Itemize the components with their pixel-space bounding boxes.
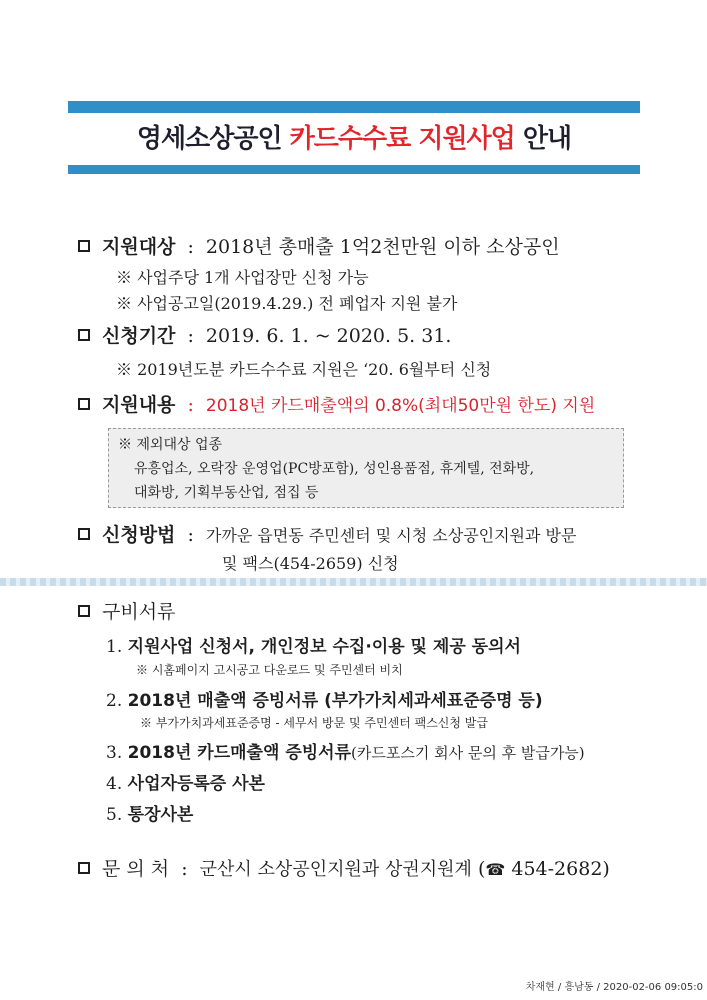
title-part-2: 카드수수료 — [289, 124, 411, 154]
method-line-2: 및 팩스(454-2659) 신청 — [222, 554, 399, 573]
title-part-4: 안내 — [522, 124, 572, 154]
contact-phone: 454-2682) — [511, 858, 610, 880]
period-label: 신청기간 — [102, 325, 176, 347]
contact-value: 군산시 소상공인지원과 상권지원계 — [199, 859, 472, 880]
checkbox-icon — [78, 605, 90, 617]
document-item-1 — [106, 632, 521, 657]
item-num: 4. — [106, 774, 123, 794]
item-num: 3. — [106, 743, 123, 763]
method-label: 신청방법 — [102, 524, 176, 546]
document-item-2-note: ※ 부가가치과세표준증명 - 세무서 방문 및 주민센터 팩스신청 발급 — [140, 716, 488, 730]
target-value: 2018년 총매출 1억2천만원 이하 소상공인 — [205, 236, 560, 258]
section-content — [78, 390, 595, 417]
exclusion-line-2: 대화방, 기획부동산업, 점집 등 — [134, 485, 319, 501]
print-footer: 차재현 / 흥남동 / 2020-02-06 09:05:0 — [525, 982, 703, 993]
period-value: 2019. 6. 1. ~ 2020. 5. 31. — [205, 325, 452, 347]
period-sep: : — [187, 325, 194, 347]
title-part-1: 영세소상공인 — [136, 124, 282, 154]
exclusion-heading: ※ 제외대상 업종 — [118, 437, 223, 453]
item-num: 5. — [106, 805, 123, 825]
documents-label: 구비서류 — [102, 601, 176, 623]
title-bottom-bar — [68, 165, 640, 174]
section-period — [78, 321, 451, 348]
title-part-3: 지원사업 — [418, 124, 515, 154]
checkbox-icon — [78, 398, 90, 410]
telephone-icon: ☎ — [485, 860, 506, 879]
item-text: 사업자등록증 사본 — [127, 774, 265, 794]
target-label: 지원대상 — [102, 236, 176, 258]
contact-paren-open: ( — [477, 858, 486, 880]
section-target — [78, 232, 560, 259]
page-title — [68, 117, 640, 161]
item-text-suffix: (카드포스기 회사 문의 후 발급가능) — [351, 744, 585, 762]
contact-sep: : — [181, 858, 188, 880]
item-text: 2018년 매출액 증빙서류 (부가가치세과세표준증명 등) — [127, 691, 543, 711]
document-item-2 — [106, 686, 543, 711]
document-item-1-note: ※ 시홈페이지 고시공고 다운로드 및 주민센터 비치 — [136, 663, 403, 677]
content-label: 지원내용 — [102, 394, 176, 416]
item-text: 지원사업 신청서, 개인정보 수집·이용 및 제공 동의서 — [127, 637, 521, 657]
target-note-2: ※ 사업공고일(2019.4.29.) 전 폐업자 지원 불가 — [116, 294, 458, 313]
document-item-5 — [106, 800, 193, 825]
section-method — [78, 520, 576, 547]
content-sep: : — [187, 394, 194, 416]
content-value: 2018년 카드매출액의 0.8%(최대50만원 한도) 지원 — [205, 396, 596, 416]
exclusion-line-1: 유흥업소, 오락장 운영업(PC방포함), 성인용품점, 휴게텔, 전화방, — [134, 461, 535, 477]
checkbox-icon — [78, 240, 90, 252]
contact-label: 문 의 처 — [102, 858, 170, 880]
title-top-bar — [68, 101, 640, 113]
item-text: 통장사본 — [127, 805, 194, 825]
checkbox-icon — [78, 862, 90, 874]
target-sep: : — [187, 236, 194, 258]
section-contact — [78, 854, 610, 881]
document-item-3 — [106, 738, 585, 763]
method-line-1: 가까운 읍면동 주민센터 및 시청 소상공인지원과 방문 — [205, 526, 577, 545]
checkbox-icon — [78, 329, 90, 341]
item-num: 2. — [106, 691, 123, 711]
target-note-1: ※ 사업주당 1개 사업장만 신청 가능 — [116, 268, 369, 287]
item-text: 2018년 카드매출액 증빙서류 — [127, 743, 352, 763]
section-documents — [78, 597, 175, 624]
checkbox-icon — [78, 528, 90, 540]
period-note-1: ※ 2019년도분 카드수수료 지원은 ‘20. 6월부터 신청 — [116, 360, 492, 379]
item-num: 1. — [106, 637, 123, 657]
section-divider — [0, 578, 707, 586]
method-sep: : — [187, 524, 194, 546]
document-item-4 — [106, 769, 265, 794]
